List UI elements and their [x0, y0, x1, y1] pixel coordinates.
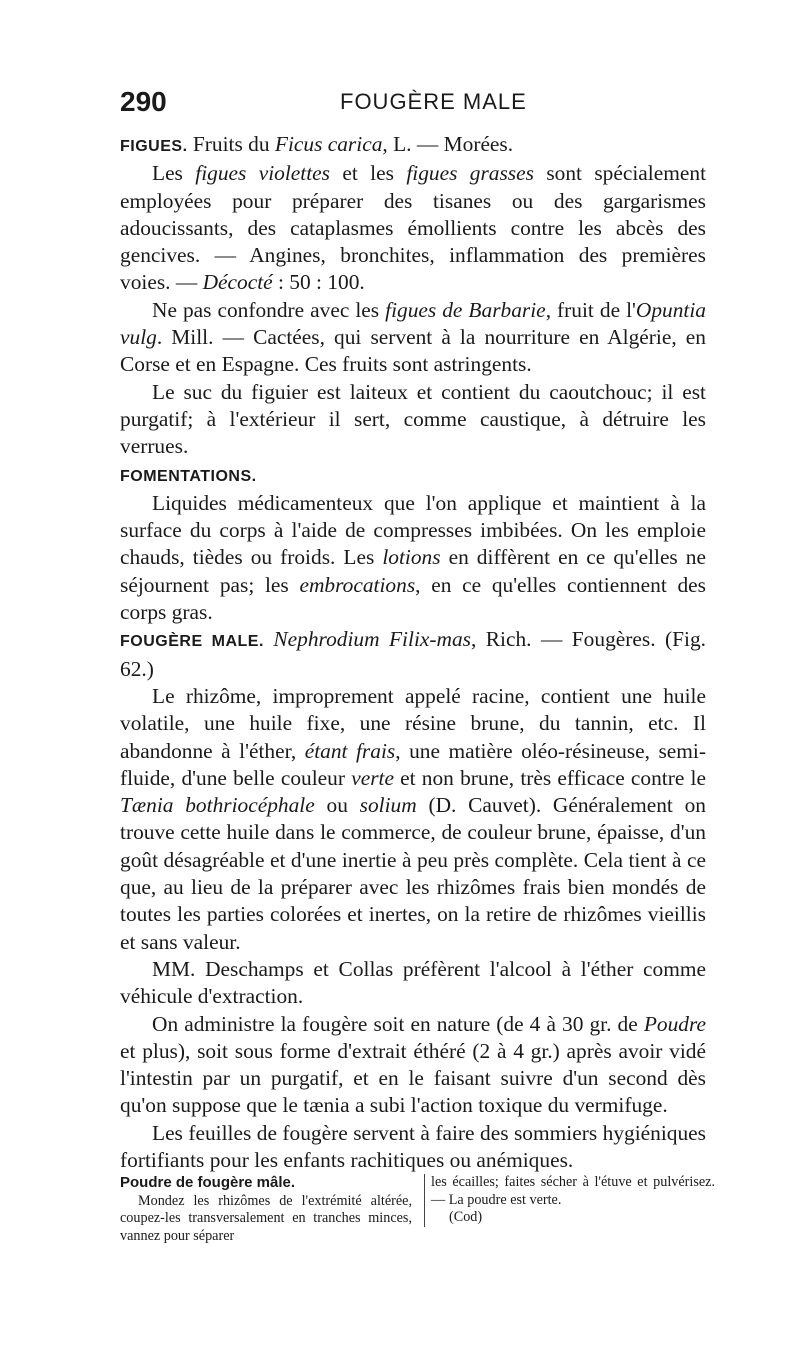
paragraph: Le suc du figuier est laiteux et contient du caoutchouc; il est purgatif; à l'extérieur il sert, comme caustique, à détruire les verrues.	[120, 379, 706, 459]
italic-term: figues de Barbarie	[385, 297, 546, 322]
footnote-right-column	[424, 1174, 715, 1227]
italic-term: verte	[351, 765, 394, 790]
entry-fougere-heading	[120, 626, 706, 683]
italic-term: Opuntia vulg	[120, 297, 706, 350]
paragraph: Ne pas confondre avec les figues de Barbarie, fruit de l'Opuntia vulg. Mill. — Cactées, qui servent à la nourriture en Algérie, en Corse et en Espagne. Ces fruits sont astringents.	[120, 297, 706, 377]
italic-term: figues violettes	[195, 161, 331, 186]
paragraph: Liquides médicamenteux que l'on applique et maintient à la surface du corps à l'aide de compresses imbibées. On les emploie chauds, tièdes ou froids. Les lotions en diffèrent en ce qu'elles ne séjournent pas; les embrocations, en ce qu'elles contiennent des corps gras.	[120, 490, 706, 625]
entry-term: FOUGÈRE MALE.	[120, 633, 264, 651]
paragraph: MM. Deschamps et Collas préfèrent l'alcool à l'éther comme véhicule d'extraction.	[120, 956, 706, 1009]
entry-definition: Nephrodium Filix-mas, Rich. — Fougères. (Fig. 62.)	[120, 627, 706, 681]
italic-term: Ficus carica	[274, 132, 383, 156]
footnote-signature: (Cod)	[449, 1209, 483, 1225]
italic-term: Décocté	[202, 270, 273, 295]
italic-term: Nephrodium Filix-mas	[273, 627, 471, 652]
page-number: 290	[120, 86, 167, 117]
entry-figues-heading	[120, 131, 706, 160]
italic-term: solium	[359, 793, 417, 818]
page-header	[120, 86, 720, 120]
italic-term: embrocations	[299, 572, 416, 597]
footnote-title: Poudre de fougère mâle.	[120, 1174, 296, 1191]
italic-term: lotions	[382, 545, 441, 570]
italic-term: Tænia bothriocéphale	[120, 793, 315, 818]
entry-fomentations-heading	[120, 461, 706, 490]
footnote-text: Mondez les rhizômes de l'extrémité altérée, coupez-les transversalement en tranches minces, vannez pour séparer	[120, 1192, 412, 1244]
paragraph: On administre la fougère soit en nature (de 4 à 30 gr. de Poudre et plus), soit sous forme d'extrait éthéré (2 à 4 gr.) après avoir vidé l'intestin par un purgatif, et en le faisant suivre d'un second dès qu'on suppose que le tænia a subi l'action toxique du vermifuge.	[120, 1011, 706, 1118]
entry-term: FOMENTATIONS.	[120, 467, 257, 485]
italic-term: Poudre	[643, 1011, 706, 1036]
running-title: FOUGÈRE MALE	[340, 89, 527, 114]
footnote-left-column	[120, 1174, 412, 1245]
entry-definition: Fruits du Ficus carica, L. — Morées.	[187, 132, 514, 156]
footnote-title-line	[120, 1174, 412, 1193]
paragraph: Les feuilles de fougère servent à faire des sommiers hygiéniques fortifiants pour les enfants rachitiques ou anémiques.	[120, 1120, 706, 1172]
footnote-text: les écailles; faites sécher à l'étuve et pulvérisez. — La poudre est verte.	[431, 1174, 715, 1208]
main-text	[120, 131, 706, 1174]
paragraph: Les figues violettes et les figues grasses sont spécialement employées pour préparer des tisanes ou des gargarismes adoucissants, des cataplasmes émollients contre les abcès des gencives. — Angines, bronchites, inflammation des premières voies. — Décocté : 50 : 100.	[120, 161, 707, 295]
italic-term: étant frais	[304, 738, 396, 763]
entry-term: FIGUES.	[120, 138, 188, 155]
italic-term: figues grasses	[406, 161, 534, 186]
paragraph: Le rhizôme, improprement appelé racine, contient une huile volatile, une huile fixe, une résine brune, du tannin, etc. Il abandonne à l'éther, étant frais, une matière oléo-résineuse, semi-fluide, d'une belle couleur verte et non brune, très efficace contre le Tænia bothriocéphale ou solium (D. Cauvet). Généralement on trouve cette huile dans le commerce, de couleur brune, épaisse, d'un goût désagréable et d'une inertie à peu près complète. Cela tient à ce que, au lieu de la préparer avec les rhizômes frais bien mondés de toutes les parties colorées et inertes, on la retire de rhizômes vieillis et sans valeur.	[120, 683, 707, 954]
